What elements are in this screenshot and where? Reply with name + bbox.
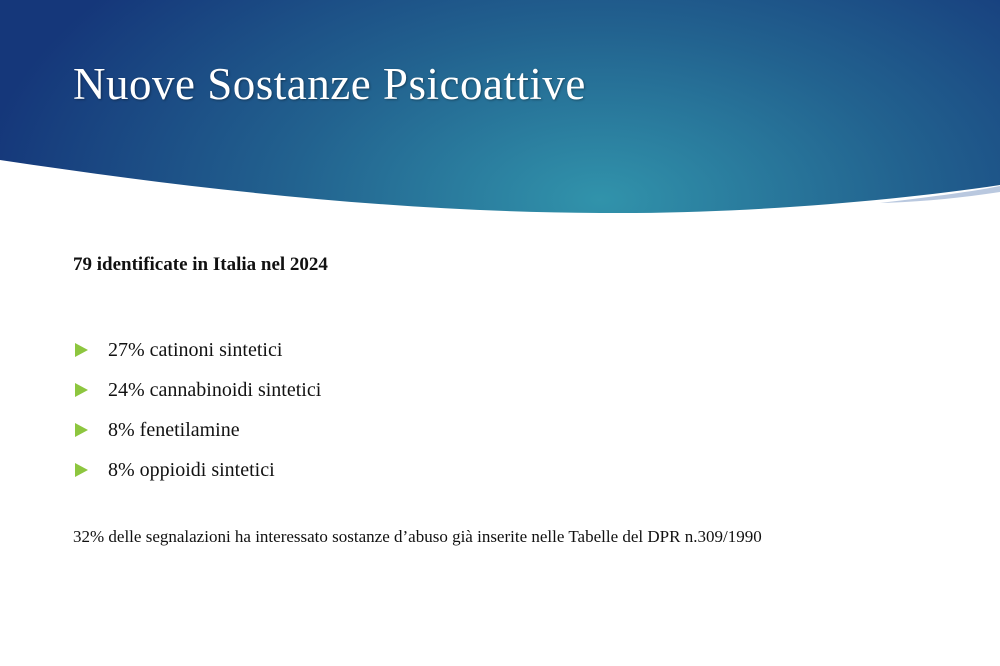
list-item-label: 8% oppioidi sintetici (108, 458, 275, 481)
header-banner (0, 0, 1000, 230)
triangle-bullet-icon (75, 383, 88, 397)
list-item-label: 8% fenetilamine (108, 418, 240, 441)
bullet-list (75, 330, 321, 490)
slide-title: Nuove Sostanze Psicoattive (73, 59, 586, 109)
triangle-bullet-icon (75, 343, 88, 357)
list-item-label: 27% catinoni sintetici (108, 338, 283, 361)
list-item (75, 450, 321, 490)
list-item (75, 330, 321, 370)
list-item (75, 410, 321, 450)
list-item (75, 370, 321, 410)
list-item-label: 24% cannabinoidi sintetici (108, 378, 322, 401)
triangle-bullet-icon (75, 463, 88, 477)
footnote-text: 32% delle segnalazioni ha interessato sostanze d’abuso già inserite nelle Tabelle del DPR n.309/1990 (73, 527, 762, 546)
triangle-bullet-icon (75, 423, 88, 437)
slide-subtitle: 79 identificate in Italia nel 2024 (73, 254, 328, 275)
